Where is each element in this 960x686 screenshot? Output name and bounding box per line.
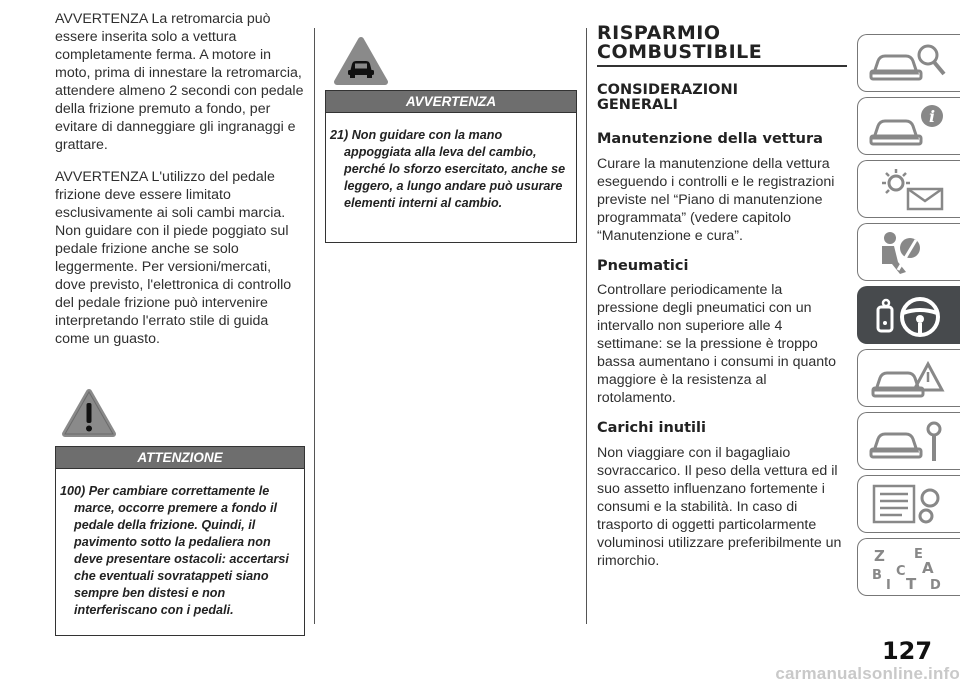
chapter-tabs [857, 34, 960, 601]
section-heading: Manutenzione della vettura [597, 131, 823, 147]
attention-note-100: 100) Per cambiare correttamente le marce, occorre premere a fondo il pedale della frizione. Quindi, il pavimento sotto la pedaliera non deve presentare ostacoli: accertarsi che eventuali sovratappeti siano sempre ben distesi e non interferiscano con i pedali. [60, 484, 289, 617]
column-divider-right [586, 28, 587, 624]
chapter-title-line2: COMBUSTIBILE [597, 41, 763, 63]
car-info-icon [868, 104, 948, 150]
title-rule [597, 65, 847, 67]
section-tyres [597, 259, 847, 408]
watermark: carmanualsonline.info [775, 664, 960, 683]
car-warning-icon [331, 36, 577, 88]
warning-paragraph-reverse: AVVERTENZA La retromarcia può essere inserita solo a vettura completamente ferma. A motore in moto, prima di innestare la retromarcia, attendere almeno 2 secondi con pedale della frizione premuto a fondo, per evitare di danneggiare gli ingranaggi e grattare. [55, 11, 304, 153]
section-text: Non viaggiare con il bagagliaio sovraccarico. Il peso della vettura ed il suo assetto influenzano fortemente i consumi e la stabilità. In caso di trasporto di oggetti particolarmente voluminosi utilizzare preferibilmente un rimorchio. [597, 444, 842, 569]
svg-text:i: i [928, 107, 936, 126]
car-emergency-icon [868, 356, 948, 402]
tab-safety[interactable] [857, 223, 960, 281]
section-heading: Carichi inutili [597, 420, 706, 436]
tab-technical-data[interactable] [857, 475, 960, 533]
alphabetical-index-icon [868, 545, 948, 591]
index-letter: D [930, 578, 941, 591]
warning-exclamation-icon [59, 388, 305, 440]
index-letter: B [872, 568, 882, 583]
section-loads [597, 421, 847, 570]
left-column [55, 10, 305, 636]
index-letter: T [906, 575, 917, 591]
section-heading: Pneumatici [597, 257, 689, 274]
section-text: Curare la manutenzione della vettura eseguendo i controlli e le registrazioni previste nel “Piano di manutenzione programmata” (vedere capitolo “Manutenzione e cura”. [597, 155, 835, 244]
index-letter: Z [874, 547, 885, 565]
key-steering-wheel-icon [868, 293, 948, 339]
right-column [597, 24, 847, 584]
advisory-note-21: 21) Non guidare con la mano appoggiata alla leva del cambio, perché lo sforzo esercitato, anche se leggero, a lungo andare può usurare elementi interni al cambio. [330, 128, 566, 210]
chapter-title-line1: RISPARMIO [597, 22, 721, 44]
index-letter: C [896, 564, 906, 579]
section-text: Controllare periodicamente la pressione degli pneumatici con un intervallo non superiore alle 4 settimane: se la pressione è troppo bassa aumentano i consumi in quanto maggiore è la resistenza al rotolamento. [597, 282, 836, 406]
subtitle-line1: CONSIDERAZIONI [597, 82, 739, 98]
section-maintenance [597, 132, 847, 245]
middle-column [325, 36, 577, 243]
tab-maintenance[interactable] [857, 412, 960, 470]
airbag-safety-icon [868, 230, 948, 276]
index-letter: E [914, 547, 923, 562]
technical-data-icon [868, 482, 948, 528]
index-letter: A [922, 559, 934, 577]
column-divider-left [314, 28, 315, 624]
attention-box-title: ATTENZIONE [55, 446, 305, 469]
tab-car-search[interactable] [857, 34, 960, 92]
tab-car-info[interactable] [857, 97, 960, 155]
tab-warning-lights[interactable] [857, 160, 960, 218]
attention-box [55, 446, 305, 636]
warning-paragraph-clutch: AVVERTENZA L'utilizzo del pedale frizione deve essere limitato esclusivamente ai soli cambi marcia. Non guidare con il piede poggiato sul pedale frizione anche se solo leggermente. Per versioni/mercati, dove previsto, l'elettronica di controllo del pedale frizione può intervenire interpretando l'errato stile di guida come un guasto. [55, 169, 292, 347]
car-maintenance-icon [868, 419, 948, 465]
car-search-icon [868, 41, 948, 87]
subtitle-line2: GENERALI [597, 96, 678, 113]
warning-light-message-icon [868, 167, 948, 213]
advisory-box-title: AVVERTENZA [325, 90, 577, 113]
tab-emergency[interactable] [857, 349, 960, 407]
tab-index[interactable] [857, 538, 960, 596]
page-number: 127 [881, 637, 933, 665]
index-letter: I [886, 578, 891, 591]
tab-starting-driving[interactable] [857, 286, 960, 344]
advisory-box [325, 90, 577, 243]
